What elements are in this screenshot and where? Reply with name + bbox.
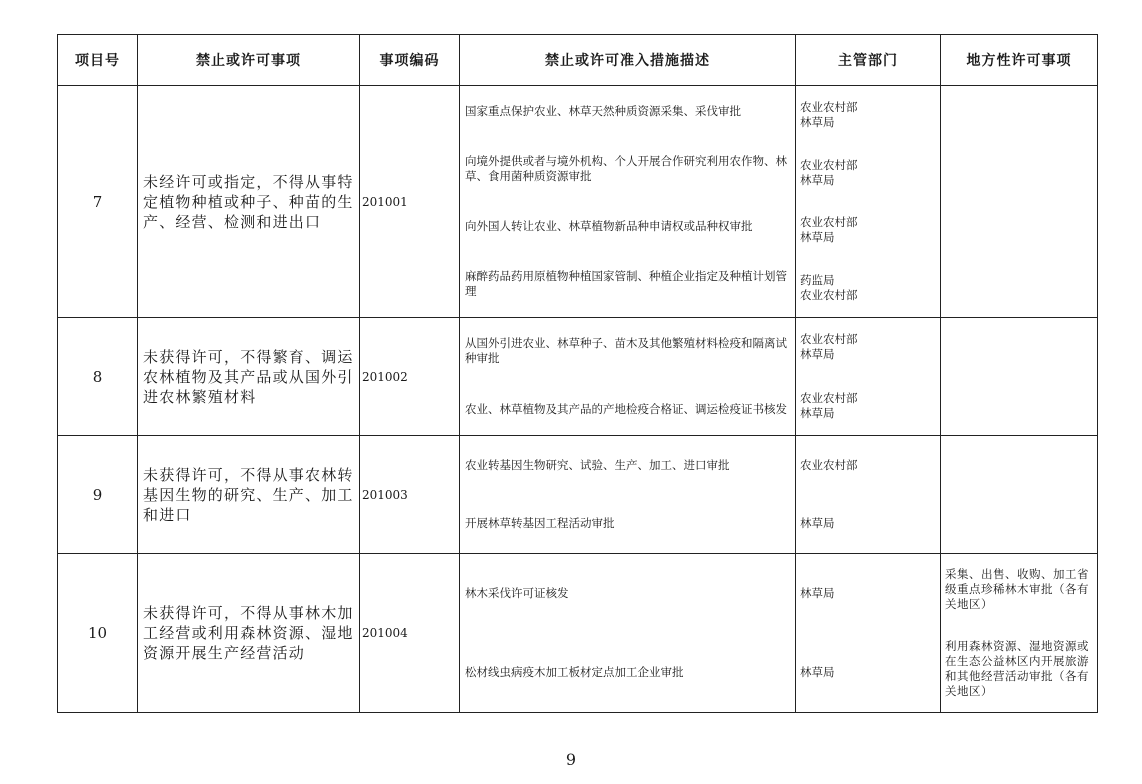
department-name: 林草局 — [800, 114, 835, 129]
matter-text: 未获得许可，不得繁育、调运农林植物及其产品或从国外引进农林繁殖材料 — [138, 318, 360, 436]
matter-code: 201001 — [360, 86, 460, 318]
department-name: 林草局 — [800, 586, 835, 600]
department-name: 林草局 — [800, 347, 835, 362]
department-group — [800, 100, 936, 130]
permission-table — [57, 34, 1098, 713]
department-name: 林草局 — [800, 405, 835, 420]
department-name: 林草局 — [800, 230, 835, 245]
table-row — [58, 554, 1098, 713]
department-name: 林草局 — [800, 665, 835, 679]
departments — [796, 318, 941, 436]
department-group — [800, 158, 936, 188]
local-permission-item: 采集、出售、收购、加工省级重点珍稀林木审批（各有关地区） — [945, 567, 1089, 612]
departments — [796, 436, 941, 554]
measure-description: 国家重点保护农业、林草天然种质资源采集、采伐审批 — [465, 103, 741, 118]
department-group — [800, 586, 936, 601]
department-name: 农业农村部 — [800, 390, 858, 405]
table-row — [58, 86, 1098, 318]
measure-description: 农业、林草植物及其产品的产地检疫合格证、调运检疫证书核发 — [465, 402, 787, 416]
matter-code: 201004 — [360, 554, 460, 713]
measure-description: 农业转基因生物研究、试验、生产、加工、进口审批 — [465, 457, 730, 472]
project-no: 7 — [58, 86, 138, 318]
header-project-no: 项目号 — [58, 35, 138, 86]
measure-descriptions — [460, 86, 796, 318]
local-permission-cell — [941, 86, 1098, 318]
measure-description: 麻醉药品药用原植物种植国家管制、种植企业指定及种植计划管理 — [465, 269, 787, 299]
matter-code: 201002 — [360, 318, 460, 436]
header-department: 主管部门 — [796, 35, 941, 86]
measure-descriptions — [460, 554, 796, 713]
measure-description: 从国外引进农业、林草种子、苗木及其他繁殖材料检疫和隔离试种审批 — [465, 336, 787, 365]
measure-description: 向境外提供或者与境外机构、个人开展合作研究利用农作物、林草、食用菌种质资源审批 — [465, 153, 787, 183]
department-group — [800, 516, 936, 531]
department-group — [800, 391, 936, 421]
local-permission-cell — [941, 436, 1098, 554]
department-name: 林草局 — [800, 516, 835, 531]
department-name: 农业农村部 — [800, 215, 858, 230]
measure-description: 向外国人转让农业、林草植物新品种申请权或品种权审批 — [465, 219, 753, 234]
department-name: 农业农村部 — [800, 99, 858, 114]
header-matter-code: 事项编码 — [360, 35, 460, 86]
department-name: 农业农村部 — [800, 157, 858, 172]
departments — [796, 86, 941, 318]
department-group — [800, 273, 936, 303]
header-local-permission: 地方性许可事项 — [941, 35, 1098, 86]
measure-descriptions — [460, 436, 796, 554]
table-row — [58, 318, 1098, 436]
department-group — [800, 332, 936, 362]
table-header-row — [58, 35, 1098, 86]
matter-text: 未获得许可，不得从事林木加工经营或利用森林资源、湿地资源开展生产经营活动 — [138, 554, 360, 713]
measure-description: 林木采伐许可证核发 — [465, 586, 569, 600]
local-permission-cell — [941, 554, 1098, 713]
departments — [796, 554, 941, 713]
matter-text: 未获得许可，不得从事农林转基因生物的研究、生产、加工和进口 — [138, 436, 360, 554]
project-no: 9 — [58, 436, 138, 554]
table-row — [58, 436, 1098, 554]
department-group — [800, 458, 936, 473]
department-name: 林草局 — [800, 172, 835, 187]
local-permission-cell — [941, 318, 1098, 436]
department-name: 药监局 — [800, 273, 835, 288]
department-group — [800, 665, 936, 680]
matter-code: 201003 — [360, 436, 460, 554]
project-no: 8 — [58, 318, 138, 436]
header-matter: 禁止或许可事项 — [138, 35, 360, 86]
header-measure-description: 禁止或许可准入措施描述 — [460, 35, 796, 86]
department-name: 农业农村部 — [800, 288, 858, 303]
measure-description: 开展林草转基因工程活动审批 — [465, 516, 615, 531]
measure-descriptions — [460, 318, 796, 436]
department-name: 农业农村部 — [800, 332, 858, 347]
page-number: 9 — [565, 750, 577, 769]
project-no: 10 — [58, 554, 138, 713]
local-permission-item: 利用森林资源、湿地资源或在生态公益林区内开展旅游和其他经营活动审批（各有关地区） — [945, 638, 1089, 698]
department-group — [800, 215, 936, 245]
measure-description: 松材线虫病疫木加工板材定点加工企业审批 — [465, 665, 684, 679]
department-name: 农业农村部 — [800, 457, 858, 472]
matter-text: 未经许可或指定，不得从事特定植物种植或种子、种苗的生产、经营、检测和进出口 — [138, 86, 360, 318]
